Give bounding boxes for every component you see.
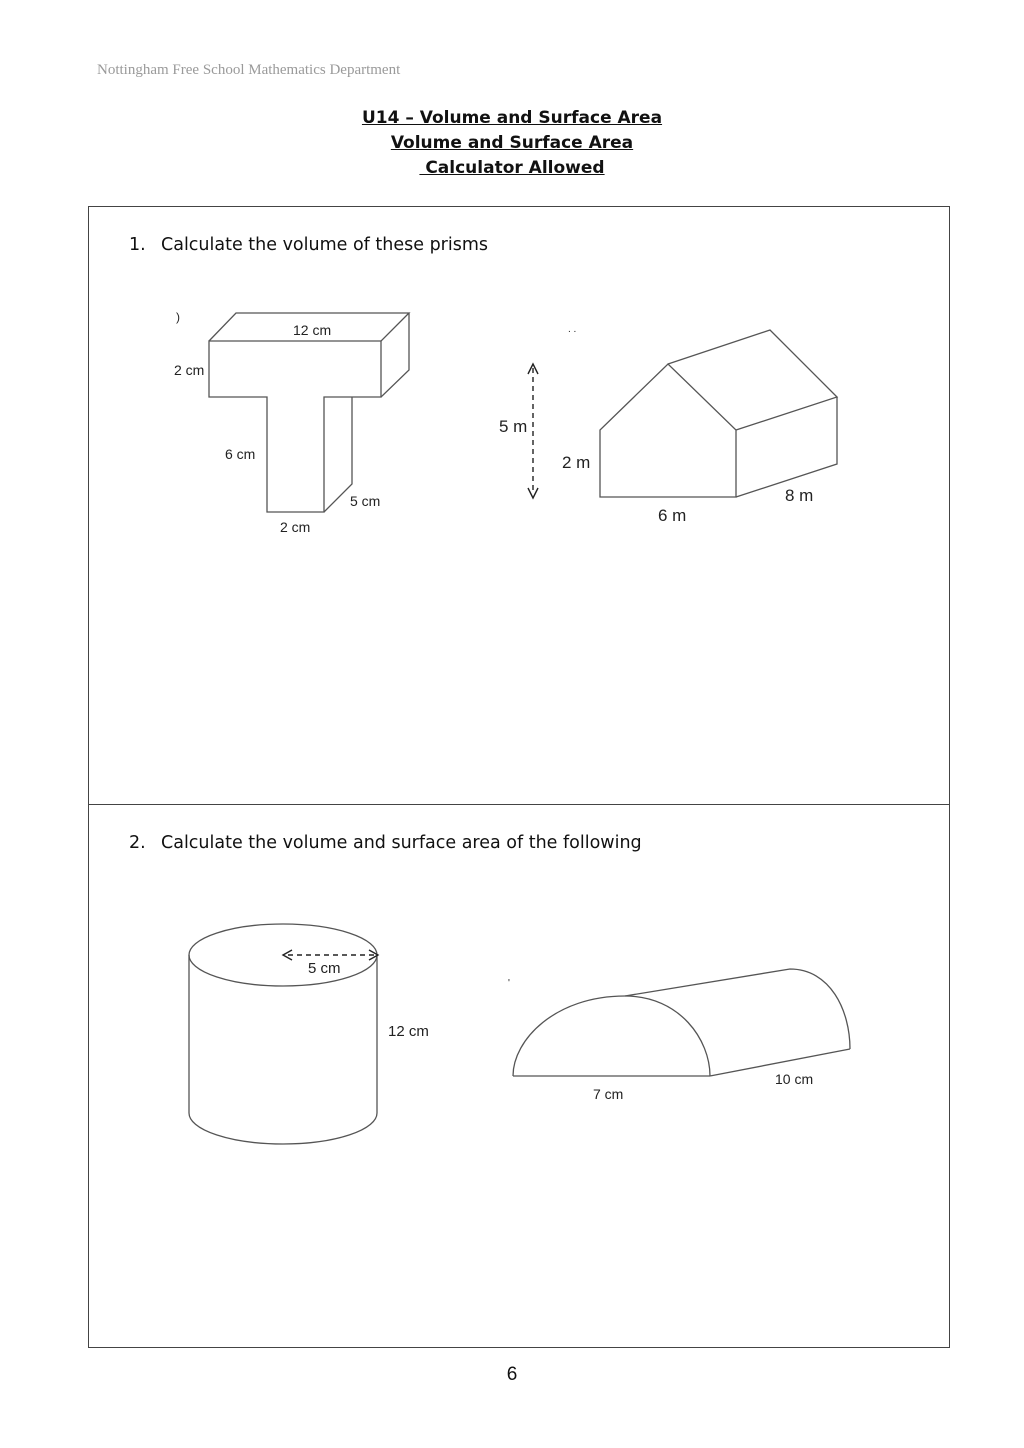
half-cylinder-diagram xyxy=(513,969,850,1076)
radius-arrow xyxy=(283,950,378,960)
question-1-number: 1. xyxy=(129,235,146,255)
cylinder-height-label: 12 cm xyxy=(388,1023,429,1040)
question-2-number: 2. xyxy=(129,833,146,853)
t-prism-bottom-label: 2 cm xyxy=(280,519,311,535)
page-number: 6 xyxy=(506,1364,518,1385)
t-prism-stray-mark: ) xyxy=(176,310,180,324)
cylinder-radius-label: 5 cm xyxy=(308,960,341,977)
question-2-prompt: Calculate the volume and surface area of the following xyxy=(161,833,642,853)
house-prism-height-label: 5 m xyxy=(499,417,528,436)
cylinder-diagram xyxy=(189,924,377,1144)
house-prism-diagram xyxy=(600,330,837,497)
house-prism-wall-label: 2 m xyxy=(562,453,591,472)
t-prism-left-label: 2 cm xyxy=(174,362,205,378)
height-arrow xyxy=(528,364,538,498)
title-line-3: Calculator Allowed xyxy=(419,158,605,178)
t-prism-top-label: 12 cm xyxy=(293,322,332,338)
t-prism-depth-label: 5 cm xyxy=(350,493,381,509)
house-prism-length-label: 8 m xyxy=(785,486,814,505)
half-cylinder-length-label: 10 cm xyxy=(775,1071,814,1087)
t-prism-stem-label: 6 cm xyxy=(225,446,256,462)
t-prism-diagram xyxy=(209,313,409,512)
school-header: Nottingham Free School Mathematics Department xyxy=(97,62,401,78)
title-line-2: Volume and Surface Area xyxy=(390,133,634,153)
question-1-prompt: Calculate the volume of these prisms xyxy=(161,235,489,255)
half-cylinder-stray-mark: ' xyxy=(508,978,510,989)
half-cylinder-diameter-label: 7 cm xyxy=(593,1086,624,1102)
house-prism-stray-mark: . . xyxy=(568,324,577,335)
house-prism-width-label: 6 m xyxy=(658,506,687,525)
title-line-1: U14 – Volume and Surface Area xyxy=(361,108,663,128)
